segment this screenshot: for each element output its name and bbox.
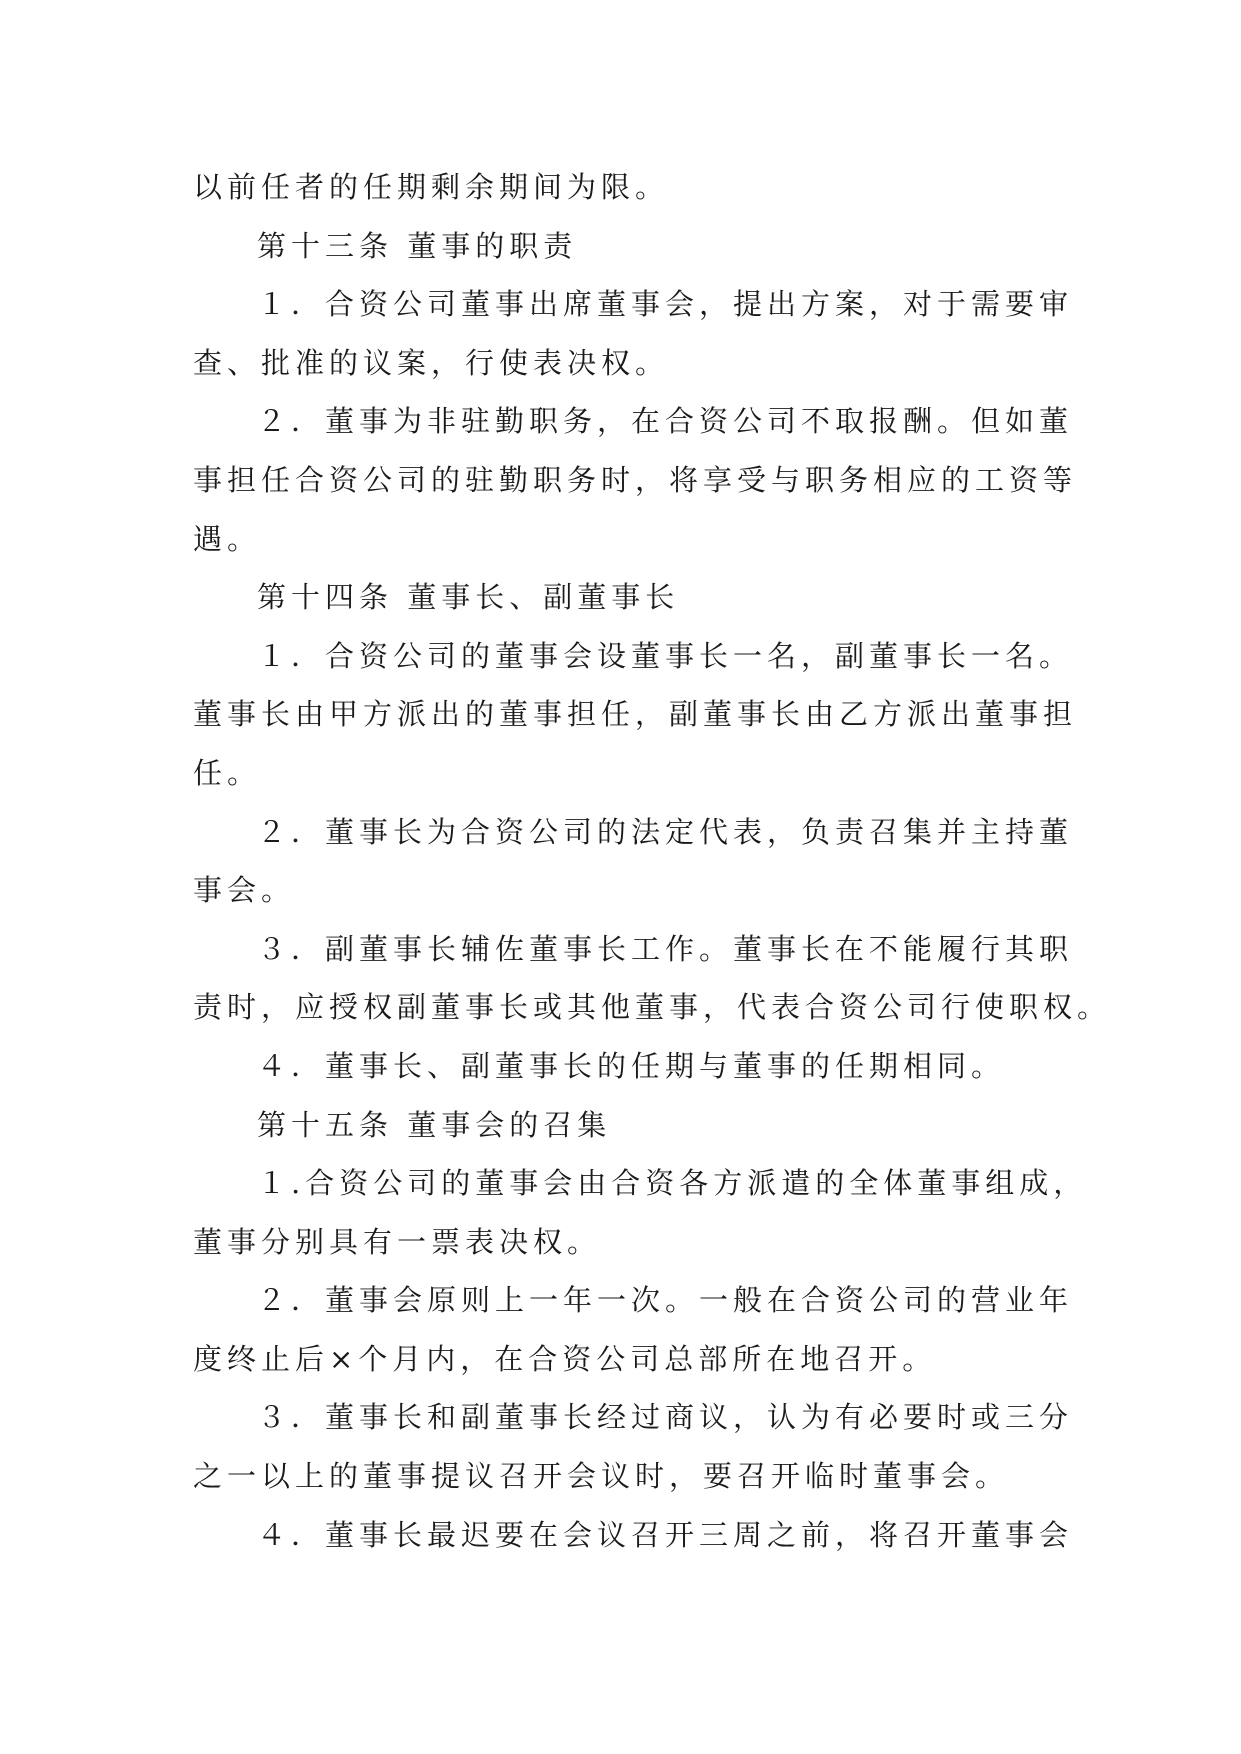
text-line: ３．副董事长辅佐董事长工作。董事长在不能履行其职 — [257, 931, 1074, 966]
text-line: 任。 — [193, 755, 262, 790]
text-line: 事会。 — [193, 873, 296, 908]
text-line: １．合资公司董事出席董事会，提出方案，对于需要审 — [257, 287, 1074, 322]
document-body — [193, 158, 1112, 1564]
text-line: 遇。 — [193, 521, 262, 556]
text-line: 之一以上的董事提议召开会议时，要召开临时董事会。 — [193, 1459, 1010, 1494]
text-line: １．合资公司的董事会设董事长一名，副董事长一名。 — [257, 638, 1074, 673]
text-line: ２．董事会原则上一年一次。一般在合资公司的营业年 — [257, 1283, 1074, 1318]
text-line: 董事分别具有一票表决权。 — [193, 1224, 602, 1259]
text-line: 第十五条 董事会的召集 — [257, 1107, 612, 1142]
text-line: 度终止后×个月内，在合资公司总部所在地召开。 — [193, 1341, 937, 1376]
text-line: 查、批准的议案，行使表决权。 — [193, 345, 670, 380]
text-line: 第十四条 董事长、副董事长 — [257, 580, 680, 615]
text-line: ３．董事长和副董事长经过商议，认为有必要时或三分 — [257, 1400, 1074, 1435]
text-line: 第十三条 董事的职责 — [257, 228, 578, 263]
text-line: ４．董事长、副董事长的任期与董事的任期相同。 — [257, 1048, 1006, 1083]
text-line: ４．董事长最迟要在会议召开三周之前，将召开董事会 — [257, 1517, 1074, 1552]
text-line: 董事长由甲方派出的董事担任，副董事长由乙方派出董事担 — [193, 697, 1078, 732]
text-line: 以前任者的任期剩余期间为限。 — [193, 170, 670, 204]
text-line: ２．董事长为合资公司的法定代表，负责召集并主持董 — [257, 814, 1074, 849]
text-line: 事担任合资公司的驻勤职务时，将享受与职务相应的工资等 — [193, 462, 1078, 497]
text-line: ２．董事为非驻勤职务，在合资公司不取报酬。但如董 — [257, 404, 1074, 439]
text-line: １.合资公司的董事会由合资各方派遣的全体董事组成， — [257, 1166, 1088, 1201]
text-line: 责时，应授权副董事长或其他董事，代表合资公司行使职权。 — [193, 990, 1112, 1025]
